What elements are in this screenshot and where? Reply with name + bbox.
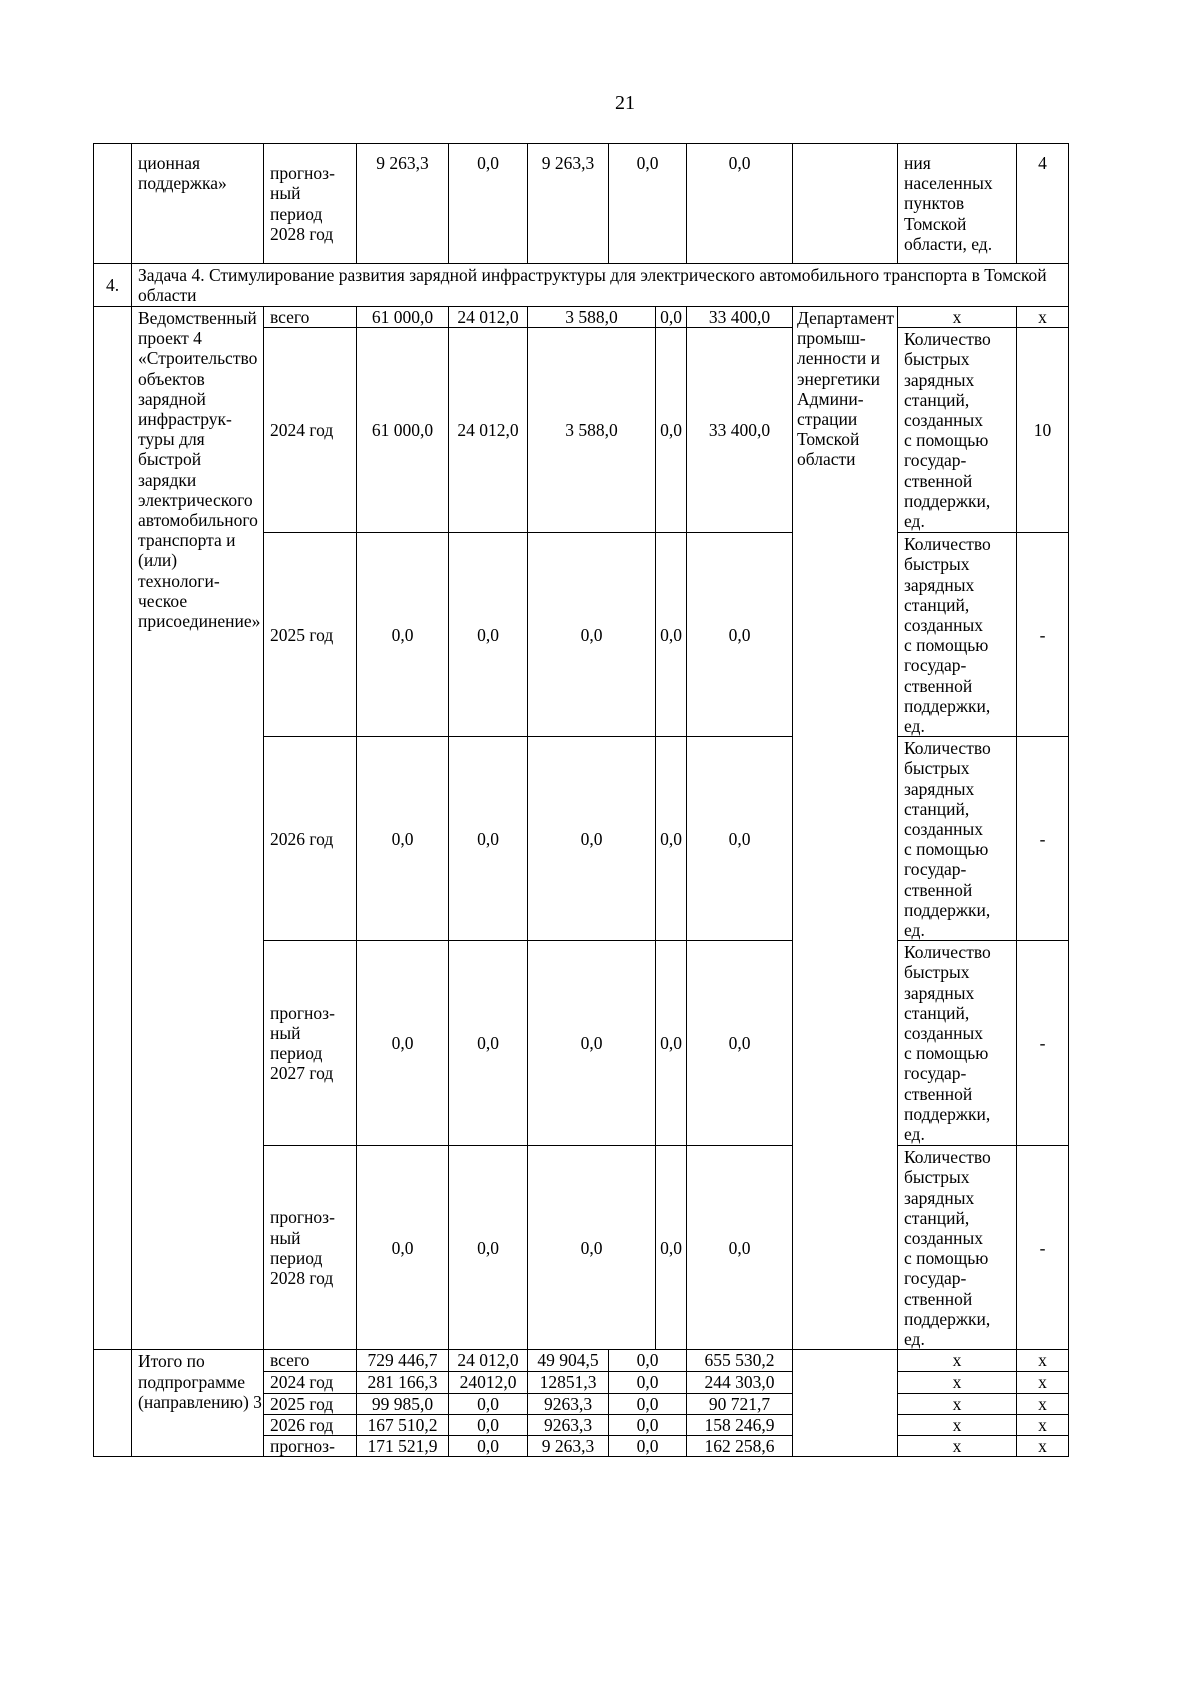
indicator-value-cell: - [1017, 533, 1069, 737]
row-number-cell [94, 144, 132, 264]
funding-source-3-cell: 0,0 [609, 1393, 687, 1414]
funding-source-4-cell: 0,0 [687, 941, 793, 1146]
funding-source-3-cell: 0,0 [656, 307, 687, 328]
funding-source-3-cell: 0,0 [656, 533, 687, 737]
period-cell: прогноз- ный период 2028 год [264, 1146, 357, 1350]
funding-source-1-cell: 0,0 [449, 144, 528, 264]
indicator-cell: х [898, 307, 1017, 328]
funding-source-1-cell: 0,0 [449, 1146, 528, 1350]
funding-source-4-cell: 655 530,2 [687, 1350, 793, 1371]
task-cell: Задача 4. Стимулирование развития зарядной инфраструктуры для электрического автомобильного транспорта в Томской области [132, 264, 1069, 307]
funding-total-cell: 9 263,3 [357, 144, 449, 264]
funding-source-4-cell: 90 721,7 [687, 1393, 793, 1414]
funding-source-2-cell: 9263,3 [528, 1393, 609, 1414]
indicator-cell: Количество быстрых зарядных станций, созданных с помощью государ- ственной поддержки, ед. [898, 328, 1017, 533]
indicator-value-cell: - [1017, 941, 1069, 1146]
responsible-cell [793, 144, 898, 264]
row-number-cell [94, 1350, 132, 1457]
indicator-value-cell: х [1017, 1414, 1069, 1435]
funding-source-3-cell: 0,0 [656, 737, 687, 941]
indicator-value-cell: - [1017, 1146, 1069, 1350]
funding-total-cell: 0,0 [357, 1146, 449, 1350]
funding-total-cell: 167 510,2 [357, 1414, 449, 1435]
funding-source-2-cell: 9 263,3 [528, 144, 609, 264]
indicator-value-cell: х [1017, 307, 1069, 328]
period-cell: 2026 год [264, 1414, 357, 1435]
funding-source-4-cell: 162 258,6 [687, 1435, 793, 1456]
task-row [94, 264, 1069, 307]
funding-source-2-cell: 9 263,3 [528, 1435, 609, 1456]
period-cell: прогноз- ный период 2027 год [264, 941, 357, 1146]
funding-source-2-cell: 0,0 [528, 737, 656, 941]
funding-source-4-cell: 33 400,0 [687, 307, 793, 328]
funding-source-1-cell: 0,0 [449, 1393, 528, 1414]
funding-source-2-cell: 0,0 [528, 533, 656, 737]
task-number-cell: 4. [94, 264, 132, 307]
period-cell: 2025 год [264, 1393, 357, 1414]
funding-total-cell: 0,0 [357, 533, 449, 737]
funding-total-cell: 729 446,7 [357, 1350, 449, 1371]
indicator-cell: Количество быстрых зарядных станций, созданных с помощью государ- ственной поддержки, ед. [898, 737, 1017, 941]
indicator-cell: х [898, 1350, 1017, 1371]
funding-source-2-cell: 12851,3 [528, 1371, 609, 1393]
funding-source-1-cell: 0,0 [449, 1435, 528, 1456]
indicator-cell: х [898, 1435, 1017, 1456]
responsible-cell: Департамент промыш- ленности и энергетики Админи- страции Томской области [793, 307, 898, 1350]
indicator-value-cell: х [1017, 1371, 1069, 1393]
name-cell: ционная поддержка» [132, 144, 264, 264]
funding-source-2-cell: 3 588,0 [528, 307, 656, 328]
indicator-value-cell: х [1017, 1435, 1069, 1456]
indicator-cell: Количество быстрых зарядных станций, созданных с помощью государ- ственной поддержки, ед. [898, 1146, 1017, 1350]
period-cell: прогноз- ный период 2028 год [264, 144, 357, 264]
funding-total-cell: 61 000,0 [357, 307, 449, 328]
funding-total-cell: 61 000,0 [357, 328, 449, 533]
table-row [94, 1350, 1069, 1371]
funding-source-3-cell: 0,0 [609, 1435, 687, 1456]
page-number: 21 [615, 92, 635, 114]
table-row [94, 307, 1069, 328]
funding-source-2-cell: 49 904,5 [528, 1350, 609, 1371]
funding-source-1-cell: 24 012,0 [449, 1350, 528, 1371]
responsible-cell [793, 1350, 898, 1457]
funding-source-2-cell: 3 588,0 [528, 328, 656, 533]
funding-source-4-cell: 0,0 [687, 1146, 793, 1350]
continuation-row [94, 144, 1069, 264]
indicator-cell: Количество быстрых зарядных станций, созданных с помощью государ- ственной поддержки, ед. [898, 941, 1017, 1146]
funding-source-1-cell: 24012,0 [449, 1371, 528, 1393]
funding-source-4-cell: 0,0 [687, 533, 793, 737]
indicator-cell: х [898, 1414, 1017, 1435]
row-number-cell [94, 307, 132, 1350]
funding-source-2-cell: 0,0 [528, 941, 656, 1146]
funding-source-4-cell: 0,0 [687, 737, 793, 941]
funding-source-4-cell: 33 400,0 [687, 328, 793, 533]
period-cell: 2024 год [264, 1371, 357, 1393]
indicator-cell: Количество быстрых зарядных станций, созданных с помощью государ- ственной поддержки, ед. [898, 533, 1017, 737]
funding-source-3-cell: 0,0 [656, 941, 687, 1146]
indicator-cell: х [898, 1393, 1017, 1414]
funding-source-2-cell: 9263,3 [528, 1414, 609, 1435]
funding-source-3-cell: 0,0 [609, 1350, 687, 1371]
funding-total-cell: 171 521,9 [357, 1435, 449, 1456]
funding-source-4-cell: 244 303,0 [687, 1371, 793, 1393]
indicator-value-cell: х [1017, 1393, 1069, 1414]
funding-source-1-cell: 0,0 [449, 1414, 528, 1435]
funding-source-1-cell: 24 012,0 [449, 328, 528, 533]
funding-source-1-cell: 0,0 [449, 941, 528, 1146]
funding-source-1-cell: 24 012,0 [449, 307, 528, 328]
period-cell: всего [264, 307, 357, 328]
funding-total-cell: 0,0 [357, 941, 449, 1146]
indicator-cell: ния населенных пунктов Томской области, ед. [898, 144, 1017, 264]
indicator-value-cell: 4 [1017, 144, 1069, 264]
budget-table [93, 143, 1069, 1457]
funding-source-3-cell: 0,0 [609, 144, 687, 264]
subtotal-name-cell: Итого по подпрограмме (направлению) 3 [132, 1350, 264, 1457]
indicator-cell: х [898, 1371, 1017, 1393]
period-cell: 2024 год [264, 328, 357, 533]
period-cell: прогноз- [264, 1435, 357, 1456]
period-cell: 2025 год [264, 533, 357, 737]
period-cell: 2026 год [264, 737, 357, 941]
funding-source-4-cell: 158 246,9 [687, 1414, 793, 1435]
indicator-value-cell: - [1017, 737, 1069, 941]
funding-total-cell: 99 985,0 [357, 1393, 449, 1414]
funding-source-3-cell: 0,0 [609, 1414, 687, 1435]
project-name-cell: Ведомственный проект 4 «Строительство объектов зарядной инфраструк- туры для быстрой зарядки электрического автомобильного транспорта и (или) технологи- ческое присоединение» [132, 307, 264, 1350]
funding-source-3-cell: 0,0 [656, 1146, 687, 1350]
funding-source-4-cell: 0,0 [687, 144, 793, 264]
funding-source-3-cell: 0,0 [656, 328, 687, 533]
funding-source-1-cell: 0,0 [449, 737, 528, 941]
indicator-value-cell: х [1017, 1350, 1069, 1371]
period-cell: всего [264, 1350, 357, 1371]
indicator-value-cell: 10 [1017, 328, 1069, 533]
funding-source-2-cell: 0,0 [528, 1146, 656, 1350]
funding-total-cell: 281 166,3 [357, 1371, 449, 1393]
funding-source-1-cell: 0,0 [449, 533, 528, 737]
funding-source-3-cell: 0,0 [609, 1371, 687, 1393]
funding-total-cell: 0,0 [357, 737, 449, 941]
